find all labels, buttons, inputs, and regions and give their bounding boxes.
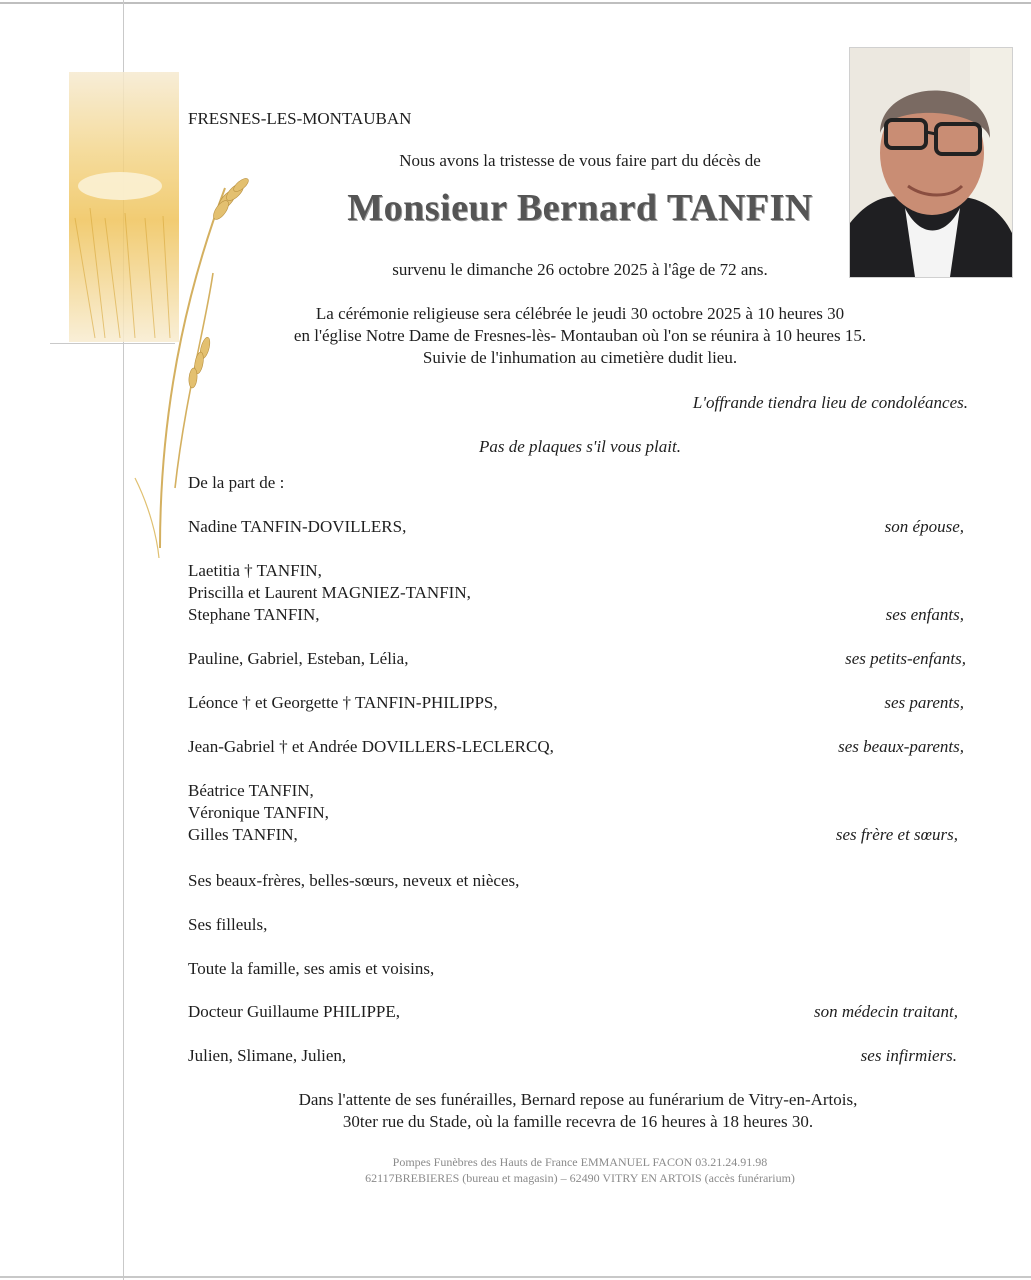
funerarium-line-1: Dans l'attente de ses funérailles, Bernard repose au funérarium de Vitry-en-Artois, (298, 1090, 858, 1109)
family-relation: ses parents, (884, 693, 964, 712)
family-name: Stephane TANFIN, (188, 605, 320, 624)
family-relation: son médecin traitant, (813, 1002, 958, 1021)
family-name: Gilles TANFIN, (188, 825, 298, 844)
family-name: Docteur Guillaume PHILIPPE, (188, 1002, 400, 1021)
deceased-name: Monsieur Bernard TANFIN (347, 187, 813, 229)
family-name: Béatrice TANFIN, (188, 781, 314, 800)
family-name: Véronique TANFIN, (188, 803, 329, 822)
bottom-border (0, 1276, 1031, 1278)
family-name: Laetitia † TANFIN, (188, 561, 322, 580)
family-relation: son épouse, (884, 517, 964, 536)
family-relation: ses infirmiers. (860, 1046, 957, 1065)
ceremony-line-3: Suivie de l'inhumation au cimetière dudit lieu. (422, 348, 738, 367)
family-name: Priscilla et Laurent MAGNIEZ-TANFIN, (188, 583, 471, 602)
no-plaques-note: Pas de plaques s'il vous plait. (479, 437, 681, 456)
family-relation: ses frère et sœurs, (835, 825, 958, 844)
family-intro: De la part de : (188, 473, 285, 492)
family-name: Pauline, Gabriel, Esteban, Lélia, (188, 649, 409, 668)
family-godchildren: Ses filleuls, (188, 915, 268, 934)
family-name: Julien, Slimane, Julien, (188, 1046, 347, 1065)
ceremony-line-1: La cérémonie religieuse sera célébrée le jeudi 30 octobre 2025 à 10 heures 30 (315, 304, 845, 323)
location: FRESNES-LES-MONTAUBAN (188, 109, 412, 128)
family-relation: ses petits-enfants, (845, 649, 966, 668)
intro-text: Nous avons la tristesse de vous faire part du décès de (399, 151, 761, 170)
family-name: Léonce † et Georgette † TANFIN-PHILIPPS, (188, 693, 498, 712)
ceremony-line-2: en l'église Notre Dame de Fresnes-lès- Montauban où l'on se réunira à 10 heures 15. (293, 326, 867, 345)
offering-note: L'offrande tiendra lieu de condoléances. (692, 393, 968, 412)
funerarium-line-2: 30ter rue du Stade, où la famille recevra de 16 heures à 18 heures 30. (342, 1112, 814, 1131)
family-relation: ses enfants, (885, 605, 964, 624)
footer-line-2: 62117BREBIERES (bureau et magasin) – 62490 VITRY EN ARTOIS (accès funérarium) (365, 1171, 795, 1185)
footer-line-1: Pompes Funèbres des Hauts de France EMMANUEL FACON 03.21.24.91.98 (392, 1155, 768, 1169)
family-all: Toute la famille, ses amis et voisins, (188, 959, 435, 978)
family-name: Nadine TANFIN-DOVILLERS, (188, 517, 407, 536)
family-relation: ses beaux-parents, (838, 737, 964, 756)
family-extended: Ses beaux-frères, belles-sœurs, neveux et nièces, (188, 871, 520, 890)
death-info: survenu le dimanche 26 octobre 2025 à l'âge de 72 ans. (392, 260, 768, 279)
family-name: Jean-Gabriel † et Andrée DOVILLERS-LECLERCQ, (188, 737, 554, 756)
top-border (0, 2, 1031, 4)
